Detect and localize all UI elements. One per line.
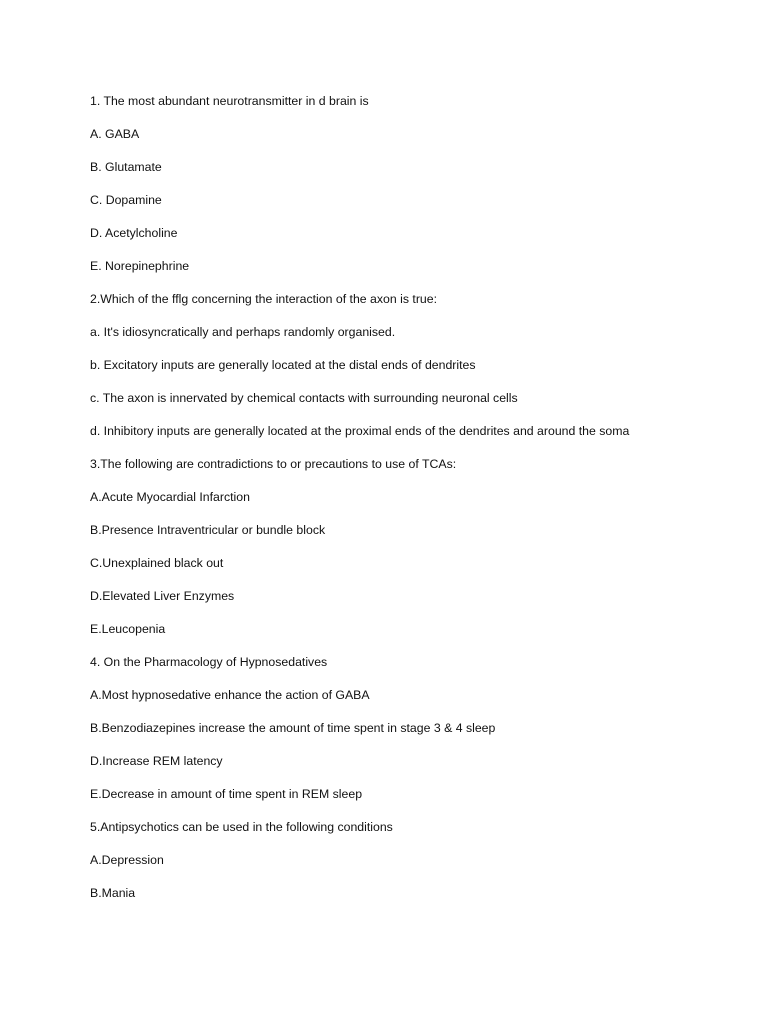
question-list xyxy=(90,93,750,918)
question-3-option-b: B.Presence Intraventricular or bundle block xyxy=(90,523,326,537)
question-3-option-e: E.Leucopenia xyxy=(90,622,166,636)
question-5-option-b: B.Mania xyxy=(90,886,136,900)
question-4-option-a: A.Most hypnosedative enhance the action of GABA xyxy=(90,688,370,702)
question-1-option-d: D. Acetylcholine xyxy=(90,226,178,240)
question-3-option-d: D.Elevated Liver Enzymes xyxy=(90,589,235,603)
question-2-option-b: b. Excitatory inputs are generally located at the distal ends of dendrites xyxy=(90,358,476,372)
question-1-option-b: B. Glutamate xyxy=(90,160,162,174)
question-2-stem: 2.Which of the fflg concerning the interaction of the axon is true: xyxy=(90,292,438,306)
question-1-stem: 1. The most abundant neurotransmitter in d brain is xyxy=(90,94,369,108)
question-2-option-a: a. It's idiosyncratically and perhaps randomly organised. xyxy=(90,325,396,339)
question-1-option-e: E. Norepinephrine xyxy=(90,259,190,273)
question-4-option-b: B.Benzodiazepines increase the amount of time spent in stage 3 & 4 sleep xyxy=(90,721,496,735)
question-2-option-d: d. Inhibitory inputs are generally located at the proximal ends of the dendrites and around the soma xyxy=(90,424,630,438)
question-3-stem: 3.The following are contradictions to or precautions to use of TCAs: xyxy=(90,457,457,471)
question-4-option-e: E.Decrease in amount of time spent in REM sleep xyxy=(90,787,363,801)
question-4-option-d: D.Increase REM latency xyxy=(90,754,223,768)
question-2-option-c: c. The axon is innervated by chemical contacts with surrounding neuronal cells xyxy=(90,391,518,405)
question-1-option-c: C. Dopamine xyxy=(90,193,162,207)
question-5-stem: 5.Antipsychotics can be used in the following conditions xyxy=(90,820,393,834)
question-3-option-a: A.Acute Myocardial Infarction xyxy=(90,490,250,504)
question-1-option-a: A. GABA xyxy=(90,127,140,141)
question-3-option-c: C.Unexplained black out xyxy=(90,556,224,570)
question-4-stem: 4. On the Pharmacology of Hypnosedatives xyxy=(90,655,328,669)
question-5-option-a: A.Depression xyxy=(90,853,164,867)
